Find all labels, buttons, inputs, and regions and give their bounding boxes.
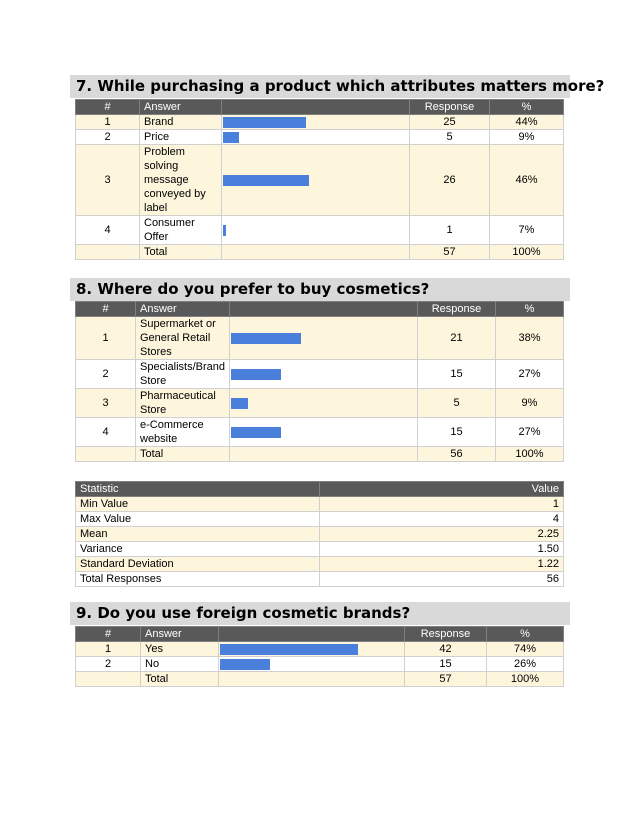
total-bar-cell [230,447,418,462]
statistic-label: Max Value [76,512,320,527]
response-percent: 27% [496,360,564,389]
answer-label: Pharmaceutical Store [136,389,230,418]
q7-table [75,99,564,260]
table-row [76,115,564,130]
row-number: 4 [76,418,136,447]
response-percent: 9% [496,389,564,418]
total-number-cell [76,672,141,687]
col-response-header: Response [410,100,490,115]
statistic-row [76,512,564,527]
table-row [76,389,564,418]
statistic-value: 1.50 [320,542,564,557]
statistic-label: Variance [76,542,320,557]
response-percent: 38% [496,317,564,360]
response-percent: 27% [496,418,564,447]
total-percent: 100% [490,245,564,260]
table-row [76,130,564,145]
row-number: 2 [76,657,141,672]
total-row [76,672,564,687]
response-count: 26 [410,145,490,216]
response-bar [220,644,358,655]
row-number: 1 [76,317,136,360]
col-answer-header: Answer [141,627,219,642]
statistic-label: Mean [76,527,320,542]
total-number-cell [76,245,140,260]
bar-cell [222,130,410,145]
statistic-row [76,527,564,542]
answer-label: No [141,657,219,672]
bar-cell [219,642,405,657]
response-percent: 9% [490,130,564,145]
response-count: 25 [410,115,490,130]
statistic-label: Min Value [76,497,320,512]
row-number: 3 [76,389,136,418]
statistic-value: 1.22 [320,557,564,572]
total-label: Total [141,672,219,687]
col-num-header: # [76,100,140,115]
answer-label: Yes [141,642,219,657]
bar-cell [222,115,410,130]
response-count: 21 [418,317,496,360]
table-row [76,360,564,389]
col-response-header: Response [418,302,496,317]
statistic-row [76,497,564,512]
bar-cell [222,216,410,245]
value-header: Value [320,482,564,497]
q7-title: 7. While purchasing a product which attributes matters more? [70,75,570,98]
response-bar [223,175,309,186]
response-count: 5 [418,389,496,418]
total-percent: 100% [487,672,564,687]
total-response: 57 [410,245,490,260]
table-row [76,657,564,672]
q8-table [75,301,564,462]
answer-label: Problem solving message conveyed by label [140,145,222,216]
table-row [76,145,564,216]
table-row [76,216,564,245]
col-num-header: # [76,627,141,642]
q8-title: 8. Where do you prefer to buy cosmetics? [70,278,570,301]
row-number: 2 [76,130,140,145]
col-response-header: Response [405,627,487,642]
total-response: 57 [405,672,487,687]
response-bar [223,117,306,128]
response-bar [231,333,301,344]
statistic-header: Statistic [76,482,320,497]
total-row [76,447,564,462]
table-row [76,317,564,360]
statistics-table [75,481,564,587]
response-percent: 7% [490,216,564,245]
response-percent: 26% [487,657,564,672]
answer-label: Price [140,130,222,145]
response-bar [231,398,248,409]
total-row [76,245,564,260]
statistic-row [76,557,564,572]
response-bar [231,369,281,380]
response-count: 15 [405,657,487,672]
row-number: 1 [76,115,140,130]
col-bar-header [222,100,410,115]
statistic-value: 1 [320,497,564,512]
response-percent: 46% [490,145,564,216]
statistic-row [76,572,564,587]
response-percent: 74% [487,642,564,657]
col-pct-header: % [487,627,564,642]
response-count: 15 [418,360,496,389]
response-bar [220,659,270,670]
table-row [76,642,564,657]
statistic-value: 56 [320,572,564,587]
total-label: Total [136,447,230,462]
response-bar [231,427,281,438]
bar-cell [222,145,410,216]
total-bar-cell [219,672,405,687]
statistic-label: Standard Deviation [76,557,320,572]
answer-label: Brand [140,115,222,130]
col-answer-header: Answer [140,100,222,115]
response-count: 42 [405,642,487,657]
response-count: 15 [418,418,496,447]
bar-cell [230,389,418,418]
bar-cell [230,317,418,360]
total-number-cell [76,447,136,462]
answer-label: Consumer Offer [140,216,222,245]
total-bar-cell [222,245,410,260]
q9-title: 9. Do you use foreign cosmetic brands? [70,602,570,625]
statistic-value: 2.25 [320,527,564,542]
response-bar [223,132,239,143]
response-percent: 44% [490,115,564,130]
bar-cell [230,360,418,389]
row-number: 3 [76,145,140,216]
statistic-label: Total Responses [76,572,320,587]
total-label: Total [140,245,222,260]
col-num-header: # [76,302,136,317]
col-answer-header: Answer [136,302,230,317]
response-bar [223,225,226,236]
col-pct-header: % [490,100,564,115]
bar-cell [219,657,405,672]
row-number: 1 [76,642,141,657]
q9-table [75,626,564,687]
total-percent: 100% [496,447,564,462]
answer-label: Specialists/Brand Store [136,360,230,389]
row-number: 4 [76,216,140,245]
answer-label: e-Commerce website [136,418,230,447]
statistic-value: 4 [320,512,564,527]
col-pct-header: % [496,302,564,317]
bar-cell [230,418,418,447]
total-response: 56 [418,447,496,462]
answer-label: Supermarket or General Retail Stores [136,317,230,360]
col-bar-header [219,627,405,642]
col-bar-header [230,302,418,317]
statistic-row [76,542,564,557]
row-number: 2 [76,360,136,389]
response-count: 1 [410,216,490,245]
table-row [76,418,564,447]
response-count: 5 [410,130,490,145]
